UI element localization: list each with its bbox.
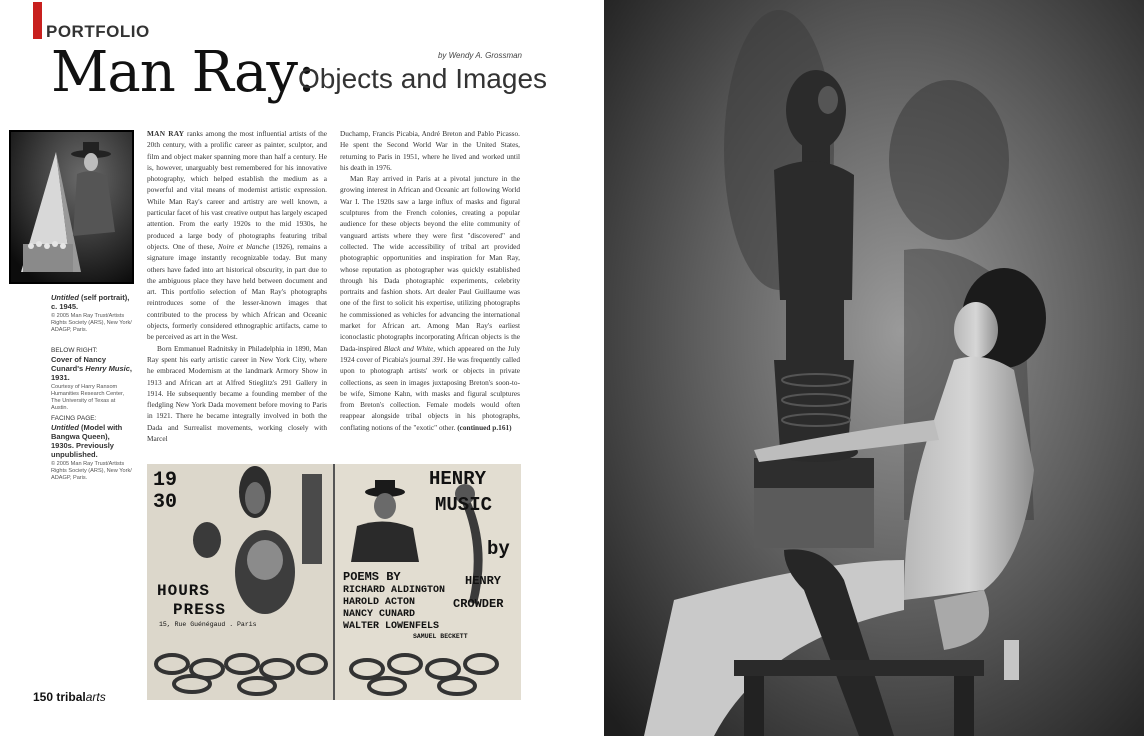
- spread-press: PRESS: [173, 601, 227, 619]
- body-column-2: [340, 128, 520, 433]
- spread-author-5: SAMUEL BECKETT: [413, 633, 468, 640]
- spread-by: by: [487, 538, 510, 560]
- body-paragraph: MAN RAY ranks among the most influential artists of the 20th century, with a prolific career as painter, sculptor, and film and object maker spanning more than half a century. He is, however, unarguably best remembered for his innovative photography, which helped establish the medium as a powerful and vital means of modernist artistic expression. While Man Ray's career and artistry are well known, a particular facet of his vast creative output has largely escaped attention. From the early 1920s to the mid 1930s, he produced a large body of photographs featuring tribal objects. One of these, Noire et blanche (1926), remains a signature image instantly recognizable today. But many others have faded into art historical obscurity, in part due to the ambiguous place they have held between document and art. This portfolio selection of Man Ray's photographs reintroduces some of the lesser-known images that contributed to the process by which African and Oceanic objects, formerly considered ethnographic artifacts, came to be perceived as art in the West.: [147, 129, 327, 342]
- facing-page-photo: [604, 0, 1144, 736]
- body-paragraph: Man Ray arrived in Paris at a pivotal juncture in the growing interest in African and Oceanic art following World War I. The 1920s saw a large influx of masks and figural sculptures from the French colonies, creating a popular audience for these objects beyond the elite community of vanguard artists where they were first "discovered" and collected. The wide accessibility of tribal art provided photographic opportunities and inspiration for Man Ray, whose reputation as photographer was quickly established through his Dada photographic experiments, celebrity portraits and fashion shots. Art dealer Paul Guillaume was one of the first to solicit his expertise, utilizing photographs he commissioned as vehicles for advancing the international market for African art. Among Man Ray's earliest iconoclastic photographs incorporating African objects is the Dada-inspired Black and White, which appeared on the July 1924 cover of Picabia's journal 391. He was frequently called upon to photograph artists' work or objects in private collections, as seen in images juxtaposing Breton's soon-to-be wife, Simone Kahn, with masks and figural sculptures from Breton's collection. Female models would often reappear alongside tribal objects in his photographs, conflating notions of the "exotic" other. (continued p.161): [340, 174, 520, 432]
- page-number: 150: [33, 690, 54, 704]
- body-column-1: [147, 128, 327, 444]
- body-paragraph: Duchamp, Francis Picabia, André Breton and Pablo Picasso. He spent the Second World War in the United States, returning to Paris in 1951, where he lived and worked until his death in 1976.: [340, 129, 520, 172]
- caption-credit: © 2005 Man Ray Trust/Artists Rights Society (ARS), New York/ ADAGP, Paris.: [51, 461, 132, 481]
- spread-address: 15, Rue Guénégaud . Paris: [159, 621, 257, 628]
- article-subtitle: Objects and Images: [298, 63, 548, 94]
- caption-heading: BELOW RIGHT:: [51, 347, 98, 354]
- article-title: Man Ray:: [51, 40, 315, 105]
- caption-self-portrait: [51, 293, 133, 334]
- spread-author-4: WALTER LOWENFELS: [343, 621, 440, 632]
- spread-henry-title: HENRY: [429, 468, 487, 490]
- spread-hours: HOURS: [157, 582, 211, 600]
- spread-author-3: NANCY CUNARD: [343, 609, 416, 620]
- self-portrait-illustration: [11, 132, 132, 282]
- section-marker: [33, 2, 42, 39]
- byline: by Wendy A. Grossman: [437, 51, 522, 60]
- magazine-name-suffix: arts: [85, 690, 106, 704]
- caption-cover: [51, 347, 133, 412]
- spread-author-2: HAROLD ACTON: [343, 597, 416, 608]
- spread-crowder: CROWDER: [453, 597, 504, 611]
- page-folio: [33, 690, 106, 704]
- spread-year: 1930: [153, 469, 178, 514]
- section-label: PORTFOLIO: [46, 22, 150, 41]
- caption-title: Cover of Nancy Cunard's Henry Music, 1931.: [51, 355, 132, 382]
- caption-credit: Courtesy of Harry Ransom Humanities Research Center, The University of Texas at Austin.: [51, 384, 125, 411]
- spread-poems-by: POEMS BY: [343, 570, 401, 584]
- caption-facing-page: [51, 415, 133, 482]
- caption-heading: FACING PAGE:: [51, 415, 97, 422]
- self-portrait-photo: [9, 130, 134, 284]
- model-with-bangwa-queen-illustration: [604, 0, 1144, 736]
- spread-author-1: RICHARD ALDINGTON: [343, 585, 446, 596]
- magazine-name: tribal: [56, 690, 86, 704]
- spread-music-title: MUSIC: [435, 494, 493, 516]
- caption-title: Untitled (Model with Bangwa Queen), 1930s. Previously unpublished.: [51, 423, 123, 459]
- spread-henry-name: HENRY: [465, 574, 502, 588]
- caption-title: Untitled (self portrait), c. 1945.: [51, 293, 130, 311]
- caption-credit: © 2005 Man Ray Trust/Artists Rights Society (ARS), New York/ ADAGP, Paris.: [51, 313, 132, 333]
- body-paragraph: Born Emmanuel Radnitsky in Philadelphia in 1890, Man Ray spent his early artistic career in New York City, where he embraced Modernism at the landmark Armory Show in 1913 and African art at Alfred Stieglitz's 291 Gallery in 1914. He subsequently became a founding member of the fledgling New York Dada movement before moving to Paris in 1921. There he became integrally involved in both the Dada and Surrealist movements, working closely with Marcel: [147, 343, 327, 444]
- spread-text-layer: [147, 464, 521, 700]
